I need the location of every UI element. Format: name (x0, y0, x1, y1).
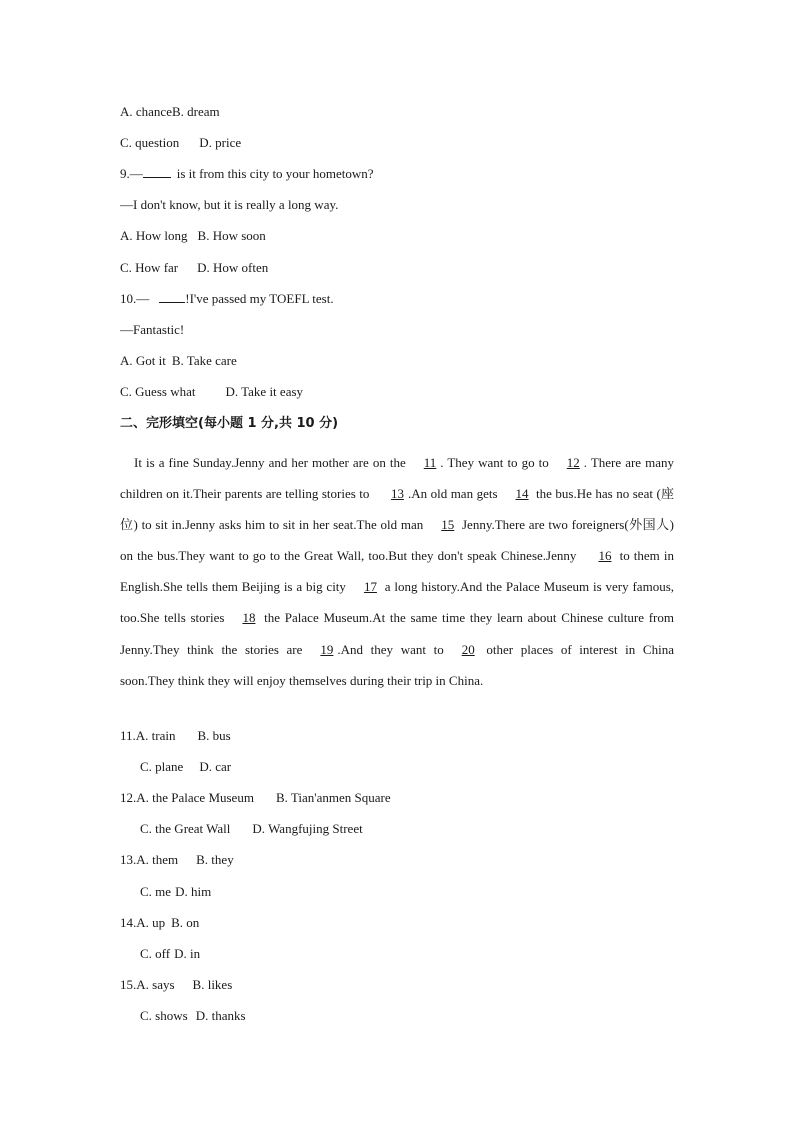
q11-option-a: A. train (135, 728, 176, 743)
blank-18: 18 (242, 610, 256, 626)
q15-option-a: A. says (136, 977, 175, 992)
q10-blank (159, 302, 185, 303)
q10-reply: —Fantastic! (120, 322, 185, 337)
q10-options-row1 (120, 353, 237, 369)
q12-options-row2 (140, 821, 363, 837)
q15-option-c: C. shows (140, 1008, 188, 1023)
q9-blank (143, 177, 171, 178)
q13-option-a: A. them (136, 852, 179, 867)
q9-options-row1 (120, 228, 266, 244)
q10-option-d: D. Take it easy (225, 384, 304, 399)
q12-number: 12. (120, 790, 137, 805)
q14-options-row1 (120, 915, 199, 931)
cloze-passage (120, 447, 674, 696)
blank-16: 16 (598, 548, 612, 564)
passage-text: the bus.He has no seat (座位) to sit in.Jenny asks him to sit in her seat.The old man (120, 486, 675, 533)
q13-option-b: B. they (196, 852, 234, 867)
q8-option-c: C. question (120, 135, 180, 150)
q10-number: 10.— (120, 291, 150, 306)
q14-option-a: A. up (136, 915, 166, 930)
q13-options-row1 (120, 852, 234, 868)
q15-option-d: D. thanks (195, 1008, 246, 1023)
q12-option-d: D. Wangfujing Street (252, 821, 363, 836)
q14-option-c: C. off (140, 946, 171, 961)
q8-option-b: B. dream (171, 104, 220, 119)
q14-option-d: D. in (174, 946, 201, 961)
q11-options-row1 (120, 728, 231, 744)
q11-option-d: D. car (199, 759, 232, 774)
q9-option-d: D. How often (197, 260, 269, 275)
q10-option-a: A. Got it (120, 353, 166, 368)
blank-19: 19 (320, 641, 334, 657)
q15-options-row1 (120, 977, 232, 993)
q9-reply: —I don't know, but it is really a long way. (120, 197, 339, 212)
q9-option-b: B. How soon (197, 228, 266, 243)
blank-17: 17 (363, 579, 377, 595)
blank-11: 11 (423, 455, 437, 470)
q12-options-row1 (120, 790, 391, 806)
q10-option-b: B. Take care (171, 353, 237, 368)
section-2-heading: 二、完形填空(每小题 1 分,共 10 分) (120, 416, 339, 431)
q11-option-c: C. plane (140, 759, 184, 774)
q15-options-row2 (140, 1008, 246, 1024)
passage-text: .And they want to (337, 641, 444, 657)
q11-options-row2 (140, 759, 231, 775)
blank-13: 13 (390, 486, 404, 502)
passage-text: .An old man gets (407, 486, 498, 502)
q8-options-row1 (120, 104, 220, 120)
q15-number: 15. (120, 977, 137, 992)
q8-option-d: D. price (199, 135, 242, 150)
q9-options-row2 (120, 260, 268, 276)
q11-option-b: B. bus (197, 728, 231, 743)
q10-question-text: !I've passed my TOEFL test. (185, 291, 334, 306)
q9-stem (120, 166, 374, 182)
q14-option-b: B. on (171, 915, 200, 930)
blank-14: 14 (515, 486, 529, 502)
blank-15: 15 (441, 517, 455, 533)
passage-text: the Palace Museum.At the same time they learn about Chinese culture from Jenny.They think the stories are (120, 610, 674, 657)
q9-option-c: C. How far (120, 260, 179, 275)
passage-text: It is a fine Sunday.Jenny and her mother are on the (134, 455, 406, 470)
passage-text: to them in English.She tells them Beijing is a big city (120, 548, 675, 595)
q12-option-c: C. the Great Wall (140, 821, 231, 836)
blank-20: 20 (461, 641, 475, 657)
passage-text: . There are many children on it.Their parents are telling stories to (120, 455, 674, 502)
q13-options-row2 (140, 884, 211, 900)
q14-number: 14. (120, 915, 137, 930)
q10-option-c: C. Guess what (120, 384, 196, 399)
q9-question-text: is it from this city to your hometown? (176, 166, 374, 181)
passage-text: Jenny.There are two foreigners(外国人) on the bus.They want to go to the Great Wall, too.But they don't speak Chinese.Jenny (120, 517, 674, 564)
q9-number: 9.— (120, 166, 143, 181)
q13-number: 13. (120, 852, 137, 867)
q10-options-row2 (120, 384, 303, 400)
q9-option-a: A. How long (120, 228, 188, 243)
blank-12: 12 (566, 455, 580, 470)
q13-option-d: D. him (175, 884, 212, 899)
q8-options-row2 (120, 135, 241, 151)
q10-stem (120, 291, 334, 307)
passage-text: other places of interest in China soon.They think they will enjoy themselves during their trip in China. (120, 641, 674, 688)
q13-option-c: C. me (140, 884, 172, 899)
q8-option-a: A. chance (120, 104, 172, 119)
passage-text: a long history.And the Palace Museum is very famous, too.She tells stories (120, 579, 674, 626)
q15-option-b: B. likes (192, 977, 233, 992)
q11-number: 11. (120, 728, 136, 743)
q12-option-a: A. the Palace Museum (136, 790, 254, 805)
q12-option-b: B. Tian'anmen Square (275, 790, 391, 805)
passage-text: . They want to go to (440, 455, 549, 470)
q14-options-row2 (140, 946, 200, 962)
